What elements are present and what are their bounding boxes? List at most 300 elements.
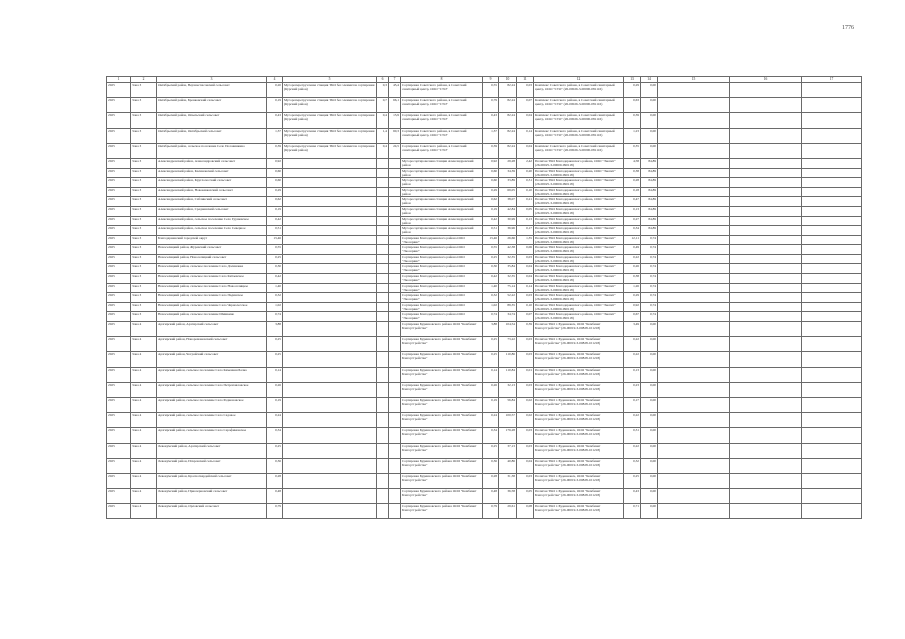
table-cell-c4: 0,42 bbox=[267, 216, 283, 226]
table-cell-c2: Зона 4 bbox=[131, 489, 157, 504]
table-cell-c9: 0,25 bbox=[483, 443, 499, 458]
table-cell-c10: 36,96 bbox=[499, 226, 517, 236]
table-cell-c12: Полигон ТКО г. Буденновск, ООО "Комбинат Благоустройства" (26-00019-З-00828-101218) bbox=[534, 473, 624, 488]
table-cell-c1: 2025 bbox=[107, 293, 131, 303]
table-cell-empty bbox=[730, 226, 802, 236]
table-cell-c3: Октябрьский район, Октябрьский сельсовет bbox=[157, 128, 267, 143]
table-cell-c9: 0,14 bbox=[483, 367, 499, 382]
table-row bbox=[107, 226, 862, 236]
table-row bbox=[107, 168, 862, 178]
table-cell-c3: Новоселицкий район, Новоселицкий сельсовет bbox=[157, 254, 267, 264]
table-cell-c1: 2025 bbox=[107, 206, 131, 216]
table-cell-c1: 2025 bbox=[107, 187, 131, 197]
table-cell-c9: 0,55 bbox=[483, 245, 499, 255]
table-cell-c5 bbox=[283, 322, 377, 337]
table-cell-c5 bbox=[283, 168, 377, 178]
table-cell-c8: Сортировка Буденновского района ООО "Комбинат Благоустройства" bbox=[401, 367, 483, 382]
table-cell-c9: 0,34 bbox=[483, 428, 499, 443]
table-cell-c14: 0,74 bbox=[641, 312, 658, 322]
table-cell-c5 bbox=[283, 367, 377, 382]
table-cell-empty bbox=[802, 206, 862, 216]
table-cell-c4: 0,28 bbox=[267, 473, 283, 488]
table-row bbox=[107, 312, 862, 322]
table-cell-c7 bbox=[389, 312, 401, 322]
table-cell-c12: Полигон ТКО Благодарненского района, ООО "Экопит" (26-00025-З-00000-090118) bbox=[534, 226, 624, 236]
table-cell-c12: Полигон ТКО г. Буденновск, ООО "Комбинат Благоустройства" (26-00019-З-00828-101218) bbox=[534, 504, 624, 519]
table-cell-empty bbox=[730, 143, 802, 158]
table-cell-c12: Полигон ТКО г. Буденновск, ООО "Комбинат Благоустройства" (26-00019-З-00828-101218) bbox=[534, 413, 624, 428]
table-cell-empty bbox=[730, 458, 802, 473]
table-cell-c11: 0,03 bbox=[517, 382, 534, 397]
table-cell-c2: Зона 3 bbox=[131, 245, 157, 255]
table-cell-c1: 2025 bbox=[107, 158, 131, 168]
table-cell-c12: Полигон ТКО г. Буденновск, ООО "Комбинат Благоустройства" (26-00019-З-00828-101218) bbox=[534, 337, 624, 352]
table-cell-c6: 0,4 bbox=[377, 143, 389, 158]
table-cell-c8: Сортировка Советского района, в Советский санитарный центр, ООО "СТО" bbox=[401, 113, 483, 128]
table-cell-c14: 84,89 bbox=[641, 187, 658, 197]
table-cell-c11: 0,05 bbox=[517, 206, 534, 216]
table-cell-c11: 0,14 bbox=[517, 128, 534, 143]
table-cell-c10: 176,28 bbox=[499, 428, 517, 443]
table-cell-c6 bbox=[377, 274, 389, 284]
table-cell-c11: 0,10 bbox=[517, 187, 534, 197]
table-cell-c13: 0,29 bbox=[624, 83, 641, 98]
table-cell-c10: 29,61 bbox=[499, 504, 517, 519]
table-cell-c13: 0,34 bbox=[624, 226, 641, 236]
table-cell-c8: Мусоросортировочная станция Александровский район bbox=[401, 158, 483, 168]
table-cell-c9: 0,48 bbox=[483, 489, 499, 504]
table-cell-c3: Александровский район, Средненский сельсовет bbox=[157, 206, 267, 216]
table-cell-empty bbox=[802, 352, 862, 367]
table-cell-c7 bbox=[389, 458, 401, 473]
table-cell-c7 bbox=[389, 367, 401, 382]
table-cell-c14: 0,00 bbox=[641, 367, 658, 382]
table-cell-c4: 3,88 bbox=[267, 322, 283, 337]
table-cell-c10: 32,35 bbox=[499, 274, 517, 284]
table-cell-c9: 0,26 bbox=[483, 382, 499, 397]
table-cell-empty bbox=[802, 254, 862, 264]
table-cell-c9: 0,28 bbox=[483, 473, 499, 488]
table-cell-empty bbox=[730, 187, 802, 197]
table-cell-c3: Октябрьский район, сельское поселение Село Половинкино bbox=[157, 143, 267, 158]
table-cell-c5 bbox=[283, 274, 377, 284]
table-cell-empty bbox=[658, 113, 730, 128]
table-cell-empty bbox=[658, 473, 730, 488]
table-cell-c4: 0,30 bbox=[267, 264, 283, 274]
table-cell-empty bbox=[802, 367, 862, 382]
table-cell-c9: 13,46 bbox=[483, 235, 499, 245]
table-cell-c11: 0,02 bbox=[517, 413, 534, 428]
table-cell-empty bbox=[802, 489, 862, 504]
table-cell-c14: 0,00 bbox=[641, 382, 658, 397]
table-cell-c3: Новоселицкий район, сельское поселение Село Новоселицкое bbox=[157, 283, 267, 293]
table-cell-empty bbox=[658, 293, 730, 303]
table-cell-empty bbox=[658, 352, 730, 367]
table-cell-c6 bbox=[377, 168, 389, 178]
table-row bbox=[107, 397, 862, 412]
table-cell-c2: Зона 3 bbox=[131, 178, 157, 188]
table-cell-c14: 0,00 bbox=[641, 113, 658, 128]
table-cell-c12: Полигон ТКО Благодарненского района, ООО "Экопит" (26-00025-З-00000-090118) bbox=[534, 302, 624, 312]
table-cell-empty bbox=[802, 168, 862, 178]
table-cell-c10: 89,35 bbox=[499, 302, 517, 312]
table-cell-c2: Зона 3 bbox=[131, 113, 157, 128]
table-row bbox=[107, 197, 862, 207]
table-cell-empty bbox=[658, 264, 730, 274]
table-cell-c2: Зона 4 bbox=[131, 458, 157, 473]
table-row bbox=[107, 504, 862, 519]
table-row bbox=[107, 302, 862, 312]
table-cell-c13: 0,92 bbox=[624, 302, 641, 312]
table-cell-c1: 2025 bbox=[107, 245, 131, 255]
table-cell-c4: 0,25 bbox=[267, 443, 283, 458]
table-cell-c9: 1,02 bbox=[483, 302, 499, 312]
table-cell-c10: 40,86 bbox=[499, 458, 517, 473]
table-row bbox=[107, 382, 862, 397]
table-row bbox=[107, 489, 862, 504]
table-cell-c8: Сортировка Буденновского района ООО "Комбинат Благоустройства" bbox=[401, 413, 483, 428]
table-cell-c8: Сортировка Советского района, в Советский санитарный центр, ООО "СТО" bbox=[401, 98, 483, 113]
table-cell-c5 bbox=[283, 397, 377, 412]
table-cell-c10: 73,22 bbox=[499, 337, 517, 352]
table-cell-c11: 0,14 bbox=[517, 283, 534, 293]
table-cell-c12: Полигон ТКО Благодарненского района, ООО "Экопит" (26-00025-З-00000-090118) bbox=[534, 235, 624, 245]
table-cell-c6 bbox=[377, 158, 389, 168]
table-cell-empty bbox=[802, 322, 862, 337]
table-cell-c1: 2025 bbox=[107, 312, 131, 322]
table-cell-c12: Полигон ТКО г. Буденновск, ООО "Комбинат Благоустройства" (26-00019-З-00828-101218) bbox=[534, 489, 624, 504]
table-cell-empty bbox=[802, 83, 862, 98]
table-cell-c11: 0,03 bbox=[517, 254, 534, 264]
table-cell-c10: 29,28 bbox=[499, 158, 517, 168]
table-cell-c12: Полигон ТКО Благодарненского района, ООО "Экопит" (26-00025-З-00000-090118) bbox=[534, 283, 624, 293]
table-cell-empty bbox=[658, 168, 730, 178]
table-cell-c3: Левокумский район, Приозерновский сельсовет bbox=[157, 489, 267, 504]
table-cell-empty bbox=[658, 337, 730, 352]
table-cell-empty bbox=[730, 367, 802, 382]
table-cell-c5 bbox=[283, 178, 377, 188]
table-cell-c6: 0,7 bbox=[377, 98, 389, 113]
table-cell-c1: 2025 bbox=[107, 254, 131, 264]
table-cell-c5 bbox=[283, 428, 377, 443]
table-cell-c5 bbox=[283, 312, 377, 322]
table-cell-c1: 2025 bbox=[107, 302, 131, 312]
table-row bbox=[107, 264, 862, 274]
table-cell-c1: 2025 bbox=[107, 235, 131, 245]
table-cell-c2: Зона 3 bbox=[131, 283, 157, 293]
table-cell-c9: 0,25 bbox=[483, 254, 499, 264]
table-cell-c6 bbox=[377, 197, 389, 207]
table-cell-empty bbox=[658, 413, 730, 428]
table-cell-c9: 0,29 bbox=[483, 187, 499, 197]
table-cell-c14: 84,89 bbox=[641, 206, 658, 216]
table-cell-empty bbox=[802, 245, 862, 255]
table-cell-empty bbox=[730, 293, 802, 303]
table-cell-empty bbox=[658, 312, 730, 322]
table-cell-empty bbox=[730, 245, 802, 255]
table-cell-c4: 0,36 bbox=[267, 458, 283, 473]
table-cell-empty bbox=[802, 428, 862, 443]
table-cell-c4: 0,25 bbox=[267, 352, 283, 367]
table-cell-c13: 0,25 bbox=[624, 473, 641, 488]
column-number-4: 4 bbox=[267, 77, 283, 83]
table-cell-c7 bbox=[389, 473, 401, 488]
table-cell-c7 bbox=[389, 322, 401, 337]
table-cell-c10: 69,05 bbox=[499, 187, 517, 197]
table-cell-c6 bbox=[377, 264, 389, 274]
table-cell-c6 bbox=[377, 458, 389, 473]
table-cell-c3: Октябрьский район, Верхнеспасовский сельсовет bbox=[157, 83, 267, 98]
table-cell-c7 bbox=[389, 382, 401, 397]
table-cell-empty bbox=[802, 216, 862, 226]
table-row bbox=[107, 293, 862, 303]
table-row bbox=[107, 322, 862, 337]
table-cell-c9: 0,30 bbox=[483, 264, 499, 274]
table-cell-c1: 2025 bbox=[107, 428, 131, 443]
table-cell-c11: 0,05 bbox=[517, 489, 534, 504]
table-cell-c2: Зона 3 bbox=[131, 158, 157, 168]
table-cell-c2: Зона 4 bbox=[131, 397, 157, 412]
table-cell-c4: 0,20 bbox=[267, 83, 283, 98]
table-cell-c2: Зона 3 bbox=[131, 264, 157, 274]
table-cell-c11: 0,20 bbox=[517, 168, 534, 178]
table-cell-c5 bbox=[283, 473, 377, 488]
table-cell-empty bbox=[658, 458, 730, 473]
table-cell-c7 bbox=[389, 158, 401, 168]
table-cell-c9: 0,92 bbox=[483, 158, 499, 168]
table-cell-c7 bbox=[389, 254, 401, 264]
table-cell-c12: Полигон ТКО г. Буденновск, ООО "Комбинат Благоустройства" (26-00019-З-00828-101218) bbox=[534, 382, 624, 397]
table-cell-empty bbox=[658, 216, 730, 226]
table-cell-c11: 1,35 bbox=[517, 235, 534, 245]
table-cell-c13: 0,32 bbox=[624, 458, 641, 473]
table-cell-c6 bbox=[377, 312, 389, 322]
table-cell-c4: 0,25 bbox=[267, 337, 283, 352]
table-cell-c14: 0,00 bbox=[641, 322, 658, 337]
table-cell-c8: Сортировка Советского района, в Советский санитарный центр, ООО "СТО" bbox=[401, 143, 483, 158]
table-cell-c4: 0,92 bbox=[267, 158, 283, 168]
table-cell-c9: 0,60 bbox=[483, 178, 499, 188]
table-cell-c12: Полигон ТКО Благодарненского района, ООО "Экопит" (26-00025-З-00000-090118) bbox=[534, 187, 624, 197]
table-cell-c6 bbox=[377, 245, 389, 255]
table-cell-c5 bbox=[283, 283, 377, 293]
table-cell-c12: Полигон ТКО Благодарненского района, ООО "Экопит" (26-00025-З-00000-090118) bbox=[534, 197, 624, 207]
table-cell-empty bbox=[730, 83, 802, 98]
table-cell-c13: 0,27 bbox=[624, 216, 641, 226]
table-cell-empty bbox=[730, 206, 802, 216]
table-cell-empty bbox=[802, 226, 862, 236]
table-cell-c2: Зона 3 bbox=[131, 302, 157, 312]
table-cell-c14: 84,89 bbox=[641, 158, 658, 168]
table-cell-c10: 82,24 bbox=[499, 98, 517, 113]
page-number: 1776 bbox=[842, 25, 854, 31]
table-cell-c5: Мусороперегрузочная станция ТКО без элементов сортировки (Курский район) bbox=[283, 143, 377, 158]
table-row bbox=[107, 428, 862, 443]
table-cell-c1: 2025 bbox=[107, 178, 131, 188]
table-cell-c14: 0,74 bbox=[641, 254, 658, 264]
table-cell-c13: 0,35 bbox=[624, 143, 641, 158]
table-cell-c5: Мусороперегрузочная станция ТКО без элементов сортировки (Курский район) bbox=[283, 113, 377, 128]
table-cell-c9: 0,24 bbox=[483, 413, 499, 428]
table-cell-c2: Зона 4 bbox=[131, 322, 157, 337]
table-cell-c9: 0,36 bbox=[483, 458, 499, 473]
table-cell-c12: Комплекс Советского района, в Советский санитарный центр, ООО "СТО" (26-00026-З-00000-081116) bbox=[534, 83, 624, 98]
table-cell-c2: Зона 4 bbox=[131, 352, 157, 367]
table-cell-c7 bbox=[389, 489, 401, 504]
table-cell-c8: Мусоросортировочная станция Александровский район bbox=[401, 197, 483, 207]
table-cell-c5 bbox=[283, 382, 377, 397]
table-cell-c7: 24,5 bbox=[389, 143, 401, 158]
table-cell-empty bbox=[730, 312, 802, 322]
table-cell-c13: 4,58 bbox=[624, 158, 641, 168]
table-cell-c2: Зона 3 bbox=[131, 128, 157, 143]
table-cell-c11: 0,13 bbox=[517, 216, 534, 226]
table-cell-c10: 110,86 bbox=[499, 352, 517, 367]
table-cell-c5 bbox=[283, 206, 377, 216]
table-cell-c14: 0,00 bbox=[641, 98, 658, 113]
table-cell-c2: Зона 4 bbox=[131, 367, 157, 382]
table-cell-c2: Зона 3 bbox=[131, 274, 157, 284]
table-cell-c13: 0,71 bbox=[624, 504, 641, 519]
table-cell-c8: Сортировка Благодарненского района ООО "Экосервис" bbox=[401, 245, 483, 255]
table-cell-c13: 0,31 bbox=[624, 428, 641, 443]
table-cell-empty bbox=[658, 245, 730, 255]
table-cell-empty bbox=[658, 178, 730, 188]
table-cell-empty bbox=[658, 504, 730, 519]
table-cell-c7 bbox=[389, 302, 401, 312]
table-cell-c13: 0,38 bbox=[624, 274, 641, 284]
table-cell-c13: 0,23 bbox=[624, 382, 641, 397]
table-cell-c10: 82,24 bbox=[499, 113, 517, 128]
table-cell-c6 bbox=[377, 254, 389, 264]
table-cell-c11: 0,03 bbox=[517, 293, 534, 303]
table-cell-c6 bbox=[377, 504, 389, 519]
table-cell-c1: 2025 bbox=[107, 216, 131, 226]
table-cell-c6 bbox=[377, 216, 389, 226]
table-row bbox=[107, 187, 862, 197]
table-cell-c1: 2025 bbox=[107, 113, 131, 128]
table-cell-c8: Мусоросортировочная станция Александровский район bbox=[401, 178, 483, 188]
table-cell-c3: Новоселицкий район, сельское поселение Шишкино bbox=[157, 312, 267, 322]
table-cell-empty bbox=[802, 473, 862, 488]
table-cell-empty bbox=[802, 443, 862, 458]
table-cell-c11: 0,03 bbox=[517, 443, 534, 458]
table-cell-c6 bbox=[377, 367, 389, 382]
table-cell-c12: Полигон ТКО г. Буденновск, ООО "Комбинат Благоустройства" (26-00019-З-00828-101218) bbox=[534, 352, 624, 367]
table-cell-c2: Зона 3 bbox=[131, 254, 157, 264]
table-cell-c8: Сортировка Благодарненского района ООО "Экосервис" bbox=[401, 254, 483, 264]
table-cell-c6: 0,4 bbox=[377, 113, 389, 128]
table-cell-c9: 0,79 bbox=[483, 504, 499, 519]
table-cell-c12: Полигон ТКО г. Буденновск, ООО "Комбинат Благоустройства" (26-00019-З-00828-101218) bbox=[534, 458, 624, 473]
table-cell-empty bbox=[802, 413, 862, 428]
table-cell-empty bbox=[730, 504, 802, 519]
table-cell-c12: Комплекс Советского района, в Советский санитарный центр, ООО "СТО" (26-00026-З-00000-081116) bbox=[534, 113, 624, 128]
table-cell-c9: 0,19 bbox=[483, 206, 499, 216]
table-cell-c8: Сортировка Буденновского района ООО "Комбинат Благоустройства" bbox=[401, 489, 483, 504]
table-cell-empty bbox=[802, 128, 862, 143]
table-cell-c9: 0,32 bbox=[483, 293, 499, 303]
table-row bbox=[107, 245, 862, 255]
table-cell-c1: 2025 bbox=[107, 504, 131, 519]
table-cell-c2: Зона 3 bbox=[131, 293, 157, 303]
table-cell-c13: 0,13 bbox=[624, 206, 641, 216]
table-cell-c2: Зона 4 bbox=[131, 413, 157, 428]
column-number-13: 13 bbox=[624, 77, 641, 83]
table-cell-empty bbox=[730, 254, 802, 264]
table-cell-c13: 0,39 bbox=[624, 113, 641, 128]
table-cell-c9: 0,19 bbox=[483, 397, 499, 412]
table-cell-c3: Арзгирский район, Новоромановский сельсовет bbox=[157, 337, 267, 352]
table-cell-c4: 0,79 bbox=[267, 504, 283, 519]
table-cell-c13: 0,43 bbox=[624, 489, 641, 504]
table-cell-c7 bbox=[389, 274, 401, 284]
table-cell-c3: Новоселицкий район, Журавский сельсовет bbox=[157, 245, 267, 255]
table-cell-empty bbox=[658, 98, 730, 113]
table-cell-c13: 0,22 bbox=[624, 254, 641, 264]
table-cell-c7 bbox=[389, 206, 401, 216]
table-cell-c4: 0,25 bbox=[267, 254, 283, 264]
table-cell-c6 bbox=[377, 178, 389, 188]
table-cell-c13: 0,63 bbox=[624, 98, 641, 113]
table-cell-empty bbox=[730, 283, 802, 293]
table-cell-c3: Арзгирский район, Арзгирский сельсовет bbox=[157, 322, 267, 337]
table-cell-c12: Полигон ТКО г. Буденновск, ООО "Комбинат Благоустройства" (26-00019-З-00828-101218) bbox=[534, 443, 624, 458]
table-cell-c13: 12,11 bbox=[624, 235, 641, 245]
table-cell-c13: 0,18 bbox=[624, 187, 641, 197]
table-cell-c8: Мусоросортировочная станция Александровский район bbox=[401, 206, 483, 216]
table-cell-c1: 2025 bbox=[107, 473, 131, 488]
table-cell-c6 bbox=[377, 302, 389, 312]
table-cell-c3: Новоселицкий район, сельское поселение Село Чернолесское bbox=[157, 302, 267, 312]
table-cell-c14: 0,00 bbox=[641, 428, 658, 443]
table-row bbox=[107, 206, 862, 216]
table-cell-c8: Мусоросортировочная станция Александровский район bbox=[401, 216, 483, 226]
table-cell-c12: Полигон ТКО Благодарненского района, ООО "Экопит" (26-00025-З-00000-090118) bbox=[534, 254, 624, 264]
table-cell-c10: 104,54 bbox=[499, 322, 517, 337]
table-cell-c14: 0,00 bbox=[641, 473, 658, 488]
table-cell-c7 bbox=[389, 235, 401, 245]
table-cell-c8: Сортировка Благодарненского района ООО "Экосервис" bbox=[401, 283, 483, 293]
table-cell-c5 bbox=[283, 245, 377, 255]
table-cell-empty bbox=[802, 312, 862, 322]
table-cell-c3: Арзгирский район, сельское поселение Село Родионовское bbox=[157, 397, 267, 412]
table-cell-c8: Сортировка Буденновского района ООО "Комбинат Благоустройства" bbox=[401, 473, 483, 488]
table-cell-c4: 0,43 bbox=[267, 113, 283, 128]
table-cell-empty bbox=[730, 302, 802, 312]
table-cell-c12: Полигон ТКО Благодарненского района, ООО "Экопит" (26-00025-З-00000-090118) bbox=[534, 206, 624, 216]
table-cell-c11: 0,04 bbox=[517, 264, 534, 274]
table-cell-c5: Мусороперегрузочная станция ТКО без элементов сортировки (Курский район) bbox=[283, 83, 377, 98]
table-cell-c1: 2025 bbox=[107, 458, 131, 473]
table-cell-c8: Сортировка Благодарненского района ООО "Экосервис" bbox=[401, 235, 483, 245]
table-cell-c1: 2025 bbox=[107, 397, 131, 412]
table-row bbox=[107, 128, 862, 143]
table-cell-c7: 45,4 bbox=[389, 83, 401, 98]
table-cell-c7 bbox=[389, 283, 401, 293]
table-cell-c1: 2025 bbox=[107, 197, 131, 207]
table-cell-c10: 42,38 bbox=[499, 245, 517, 255]
table-cell-c10: 56,84 bbox=[499, 397, 517, 412]
table-cell-c3: Арзгирский район, сельское поселение Село Серафимовское bbox=[157, 428, 267, 443]
table-cell-c12: Полигон ТКО Благодарненского района, ООО "Экопит" (26-00025-З-00000-090118) bbox=[534, 158, 624, 168]
table-cell-c13: 0,28 bbox=[624, 178, 641, 188]
table-cell-c8: Сортировка Буденновского района ООО "Комбинат Благоустройства" bbox=[401, 504, 483, 519]
table-cell-c11: 0,03 bbox=[517, 83, 534, 98]
table-cell-c14: 0,00 bbox=[641, 352, 658, 367]
table-cell-c4: 0,42 bbox=[267, 274, 283, 284]
table-cell-empty bbox=[730, 382, 802, 397]
